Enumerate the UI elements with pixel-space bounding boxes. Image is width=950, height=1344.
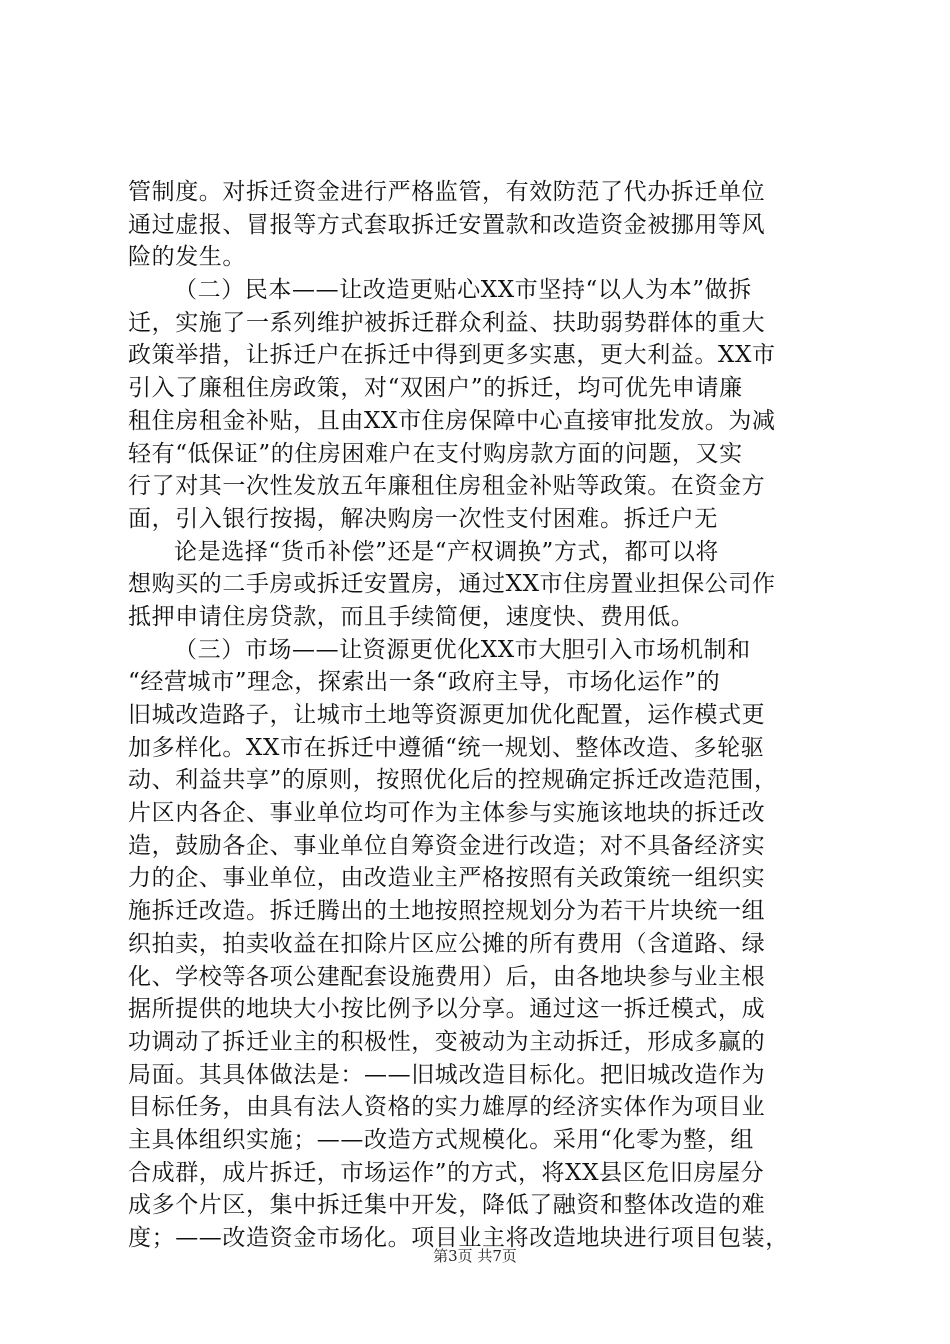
text-line: 目标任务，由具有法人资格的实力雄厚的经济实体作为项目业 xyxy=(128,1094,766,1121)
text-line: 局面。其具体做法是：——旧城改造目标化。把旧城改造作为 xyxy=(128,1061,766,1088)
text-line: 度；——改造资金市场化。项目业主将改造地块进行项目包装， xyxy=(128,1225,789,1251)
text-line: 主具体组织实施；——改造方式规模化。采用“化零为整，组 xyxy=(128,1126,754,1153)
text-line: 动、利益共享”的原则，按照优化后的控规确定拆迁改造范围， xyxy=(128,767,778,794)
text-line: 化、学校等各项公建配套设施费用）后，由各地块参与业主根 xyxy=(128,963,766,990)
text-line: 面，引入银行按揭，解决购房一次性支付困难。拆迁户无 xyxy=(128,505,718,532)
text-line: 成多个片区，集中拆迁集中开发，降低了融资和整体改造的难 xyxy=(128,1192,766,1219)
text-line: 轻有“低保证”的住房困难户在支付购房款方面的问题，又实 xyxy=(128,440,743,467)
text-line: 加多样化。XX市在拆迁中遵循“统一规划、整体改造、多轮驱 xyxy=(128,734,765,761)
page-number-footer: 第3页 共7页 xyxy=(433,1247,517,1265)
body-text xyxy=(128,176,828,1255)
text-line: 力的企、事业单位，由改造业主严格按照有关政策统一组织实 xyxy=(128,865,766,892)
text-line: 造，鼓励各企、事业单位自筹资金进行改造；对不具备经济实 xyxy=(128,832,766,859)
text-line: 想购买的二手房或拆迁安置房，通过XX市住房置业担保公司作 xyxy=(128,571,776,598)
text-line: 行了对其一次性发放五年廉租住房租金补贴等政策。在资金方 xyxy=(128,473,766,500)
text-line: 迁，实施了一系列维护被拆迁群众利益、扶助弱势群体的重大 xyxy=(128,309,766,336)
text-line: 管制度。对拆迁资金进行严格监管，有效防范了代办拆迁单位 xyxy=(128,179,766,205)
text-line: 合成群，成片拆迁，市场运作”的方式，将XX县区危旧房屋分 xyxy=(128,1159,765,1186)
text-line: 织拍卖，拍卖收益在扣除片区应公摊的所有费用（含道路、绿 xyxy=(128,930,766,957)
text-line: 据所提供的地块大小按比例予以分享。通过这一拆迁模式，成 xyxy=(128,996,766,1023)
text-line: 通过虚报、冒报等方式套取拆迁安置款和改造资金被挪用等风 xyxy=(128,211,766,238)
text-line: 施拆迁改造。拆迁腾出的土地按照控规划分为若干片块统一组 xyxy=(128,898,766,925)
text-line: 抵押申请住房贷款，而且手续简便，速度快、费用低。 xyxy=(128,603,695,630)
text-line: 租住房租金补贴，且由XX市住房保障中心直接审批发放。为减 xyxy=(128,407,776,434)
text-line: 旧城改造路子，让城市土地等资源更加优化配置，运作模式更 xyxy=(128,702,766,728)
section-heading-line: （二）民本——让改造更贴心XX市坚持“以人为本”做拆 xyxy=(174,277,752,304)
text-line: 引入了廉租住房政策，对“双困户”的拆迁，均可优先申请廉 xyxy=(128,375,743,402)
text-line: 论是选择“货币补偿”还是“产权调换”方式，都可以将 xyxy=(174,538,720,565)
text-line: 政策举措，让拆迁户在拆迁中得到更多实惠，更大利益。XX市 xyxy=(128,342,776,369)
text-line: 功调动了拆迁业主的积极性，变被动为主动拆迁，形成多赢的 xyxy=(128,1028,766,1055)
text-line: 险的发生。 xyxy=(128,244,246,271)
text-line: 片区内各企、事业单位均可作为主体参与实施该地块的拆迁改 xyxy=(128,800,766,827)
text-line: “经营城市”理念，探索出一条“政府主导，市场化运作”的 xyxy=(128,669,721,696)
section-heading-line: （三）市场——让资源更优化XX市大胆引入市场机制和 xyxy=(174,636,751,663)
